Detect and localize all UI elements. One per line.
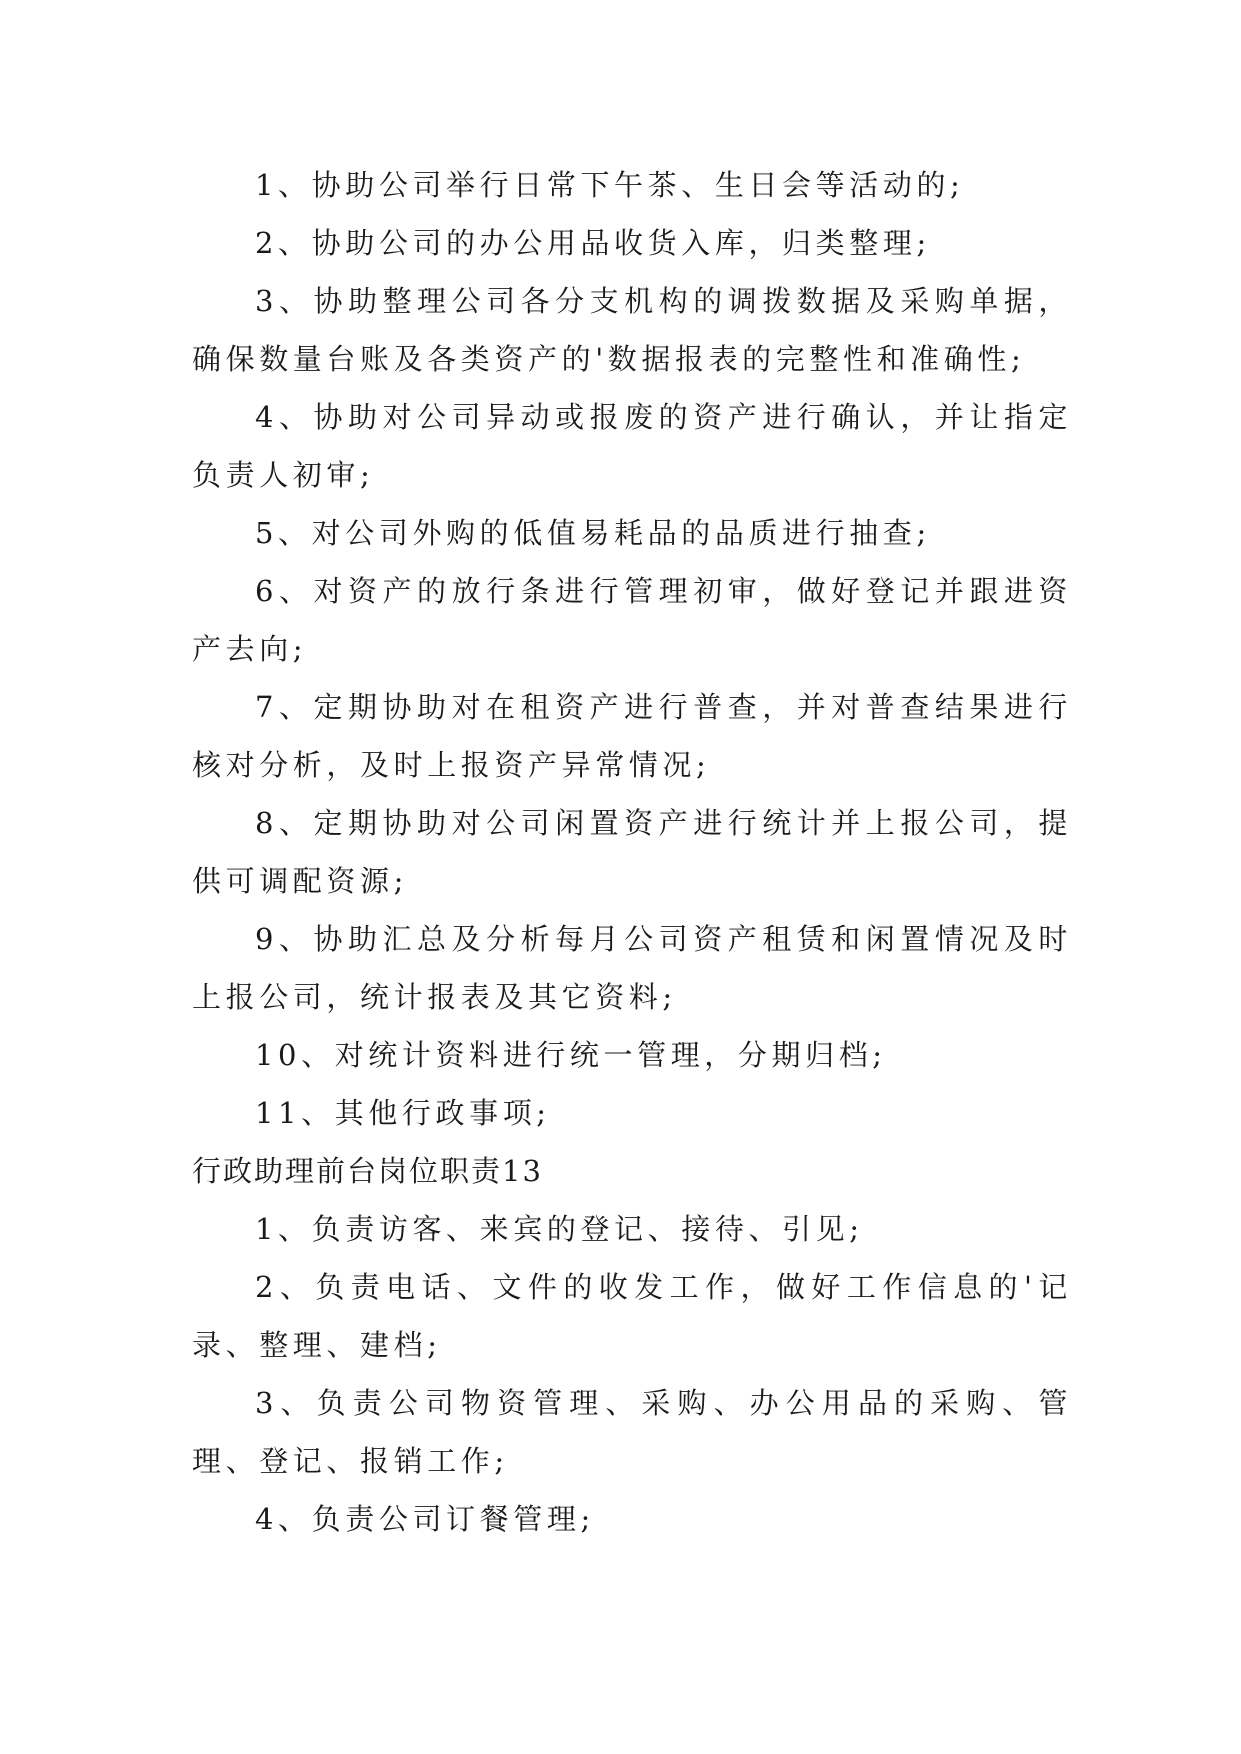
list-item: 3、负责公司物资管理、采购、办公用品的采购、管理、登记、报销工作; (192, 1386, 1072, 1478)
list-item: 9、协助汇总及分析每月公司资产租赁和闲置情况及时上报公司，统计报表及其它资料; (192, 922, 1072, 1014)
list-item: 2、负责电话、文件的收发工作，做好工作信息的'记录、整理、建档; (192, 1270, 1072, 1362)
list-item: 1、负责访客、来宾的登记、接待、引见; (255, 1212, 864, 1246)
list-item: 8、定期协助对公司闲置资产进行统计并上报公司，提供可调配资源; (192, 806, 1072, 898)
section-heading: 行政助理前台岗位职责13 (192, 1154, 543, 1188)
list-item: 11、其他行政事项; (255, 1096, 551, 1130)
list-item: 4、协助对公司异动或报废的资产进行确认，并让指定负责人初审; (192, 400, 1072, 492)
list-item: 1、协助公司举行日常下午茶、生日会等活动的; (255, 168, 965, 202)
list-item: 3、协助整理公司各分支机构的调拨数据及采购单据，确保数量台账及各类资产的'数据报表的完整性和准确性; (192, 284, 1072, 376)
list-item: 2、协助公司的办公用品收货入库，归类整理; (255, 226, 931, 260)
list-item: 4、负责公司订餐管理; (255, 1502, 595, 1536)
list-item: 10、对统计资料进行统一管理，分期归档; (255, 1038, 887, 1072)
list-item: 7、定期协助对在租资产进行普查，并对普查结果进行核对分析，及时上报资产异常情况; (192, 690, 1072, 782)
list-item: 5、对公司外购的低值易耗品的品质进行抽查; (255, 516, 931, 550)
list-item: 6、对资产的放行条进行管理初审，做好登记并跟进资产去向; (192, 574, 1072, 666)
document-body (192, 156, 1072, 1548)
